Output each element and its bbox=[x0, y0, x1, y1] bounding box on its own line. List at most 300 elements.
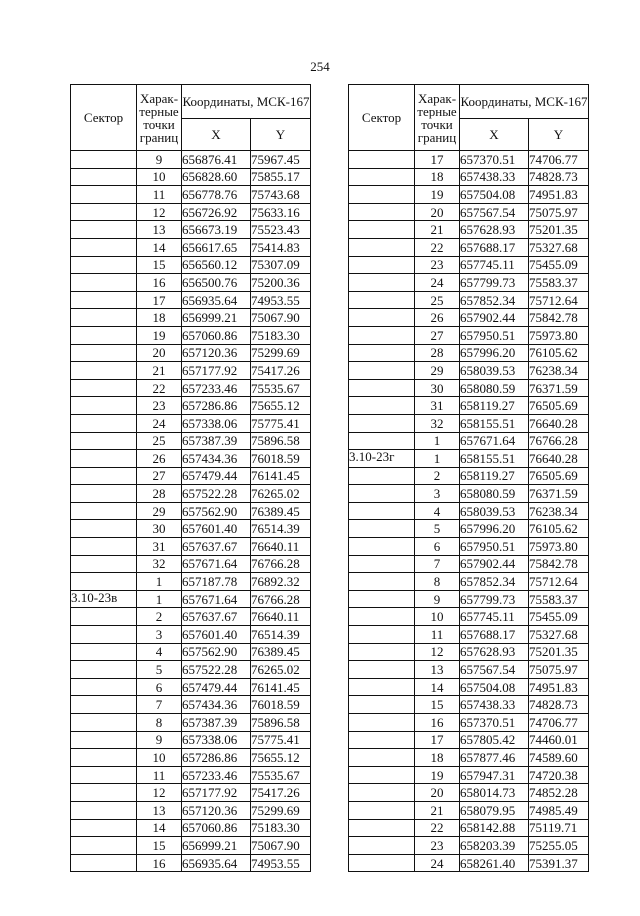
y-cell: 76105.62 bbox=[529, 520, 589, 538]
y-cell: 76371.59 bbox=[529, 379, 589, 397]
x-cell: 657120.36 bbox=[182, 344, 251, 362]
point-cell: 8 bbox=[137, 714, 182, 732]
point-cell: 5 bbox=[415, 520, 460, 538]
x-header: X bbox=[460, 119, 529, 151]
point-cell: 14 bbox=[137, 238, 182, 256]
y-cell: 76640.28 bbox=[529, 450, 589, 468]
x-cell: 657852.34 bbox=[460, 573, 529, 591]
x-cell: 657996.20 bbox=[460, 344, 529, 362]
table-row bbox=[349, 520, 589, 538]
table-row bbox=[349, 186, 589, 204]
x-cell: 657671.64 bbox=[182, 590, 251, 608]
point-cell: 21 bbox=[415, 221, 460, 239]
x-cell: 656560.12 bbox=[182, 256, 251, 274]
y-cell: 76389.45 bbox=[251, 502, 311, 520]
table-row bbox=[71, 379, 311, 397]
point-cell: 32 bbox=[415, 414, 460, 432]
table-row bbox=[349, 731, 589, 749]
x-cell: 657601.40 bbox=[182, 626, 251, 644]
point-cell: 14 bbox=[415, 678, 460, 696]
table-row bbox=[349, 573, 589, 591]
sector-cell: 3.10-23г bbox=[349, 450, 415, 468]
table-row bbox=[71, 784, 311, 802]
sector-cell bbox=[349, 661, 415, 679]
sector-cell bbox=[71, 450, 137, 468]
x-cell: 657628.93 bbox=[460, 643, 529, 661]
table-row bbox=[349, 590, 589, 608]
point-cell: 13 bbox=[137, 221, 182, 239]
y-cell: 74706.77 bbox=[529, 151, 589, 169]
y-cell: 74852.28 bbox=[529, 784, 589, 802]
table-row bbox=[349, 467, 589, 485]
point-cell: 11 bbox=[137, 766, 182, 784]
x-cell: 656500.76 bbox=[182, 274, 251, 292]
sector-cell bbox=[71, 467, 137, 485]
y-cell: 76640.28 bbox=[529, 414, 589, 432]
point-cell: 19 bbox=[415, 186, 460, 204]
point-cell: 2 bbox=[415, 467, 460, 485]
y-cell: 75967.45 bbox=[251, 151, 311, 169]
point-cell: 26 bbox=[415, 309, 460, 327]
sector-cell bbox=[71, 714, 137, 732]
y-cell: 76892.32 bbox=[251, 573, 311, 591]
sector-cell bbox=[349, 555, 415, 573]
x-cell: 657438.33 bbox=[460, 168, 529, 186]
x-cell: 657745.11 bbox=[460, 256, 529, 274]
sector-cell bbox=[71, 485, 137, 503]
point-cell: 1 bbox=[137, 573, 182, 591]
point-cell: 11 bbox=[137, 186, 182, 204]
sector-cell bbox=[71, 766, 137, 784]
y-cell: 75299.69 bbox=[251, 801, 311, 819]
x-cell: 657434.36 bbox=[182, 450, 251, 468]
x-cell: 657671.64 bbox=[182, 555, 251, 573]
table-row bbox=[71, 414, 311, 432]
x-cell: 657479.44 bbox=[182, 467, 251, 485]
table-row bbox=[71, 274, 311, 292]
coords-header: Координаты, МСК-167 bbox=[460, 85, 589, 119]
point-cell: 10 bbox=[137, 749, 182, 767]
sector-cell bbox=[349, 678, 415, 696]
x-cell: 658119.27 bbox=[460, 467, 529, 485]
table-row bbox=[349, 608, 589, 626]
y-cell: 76505.69 bbox=[529, 467, 589, 485]
sector-cell bbox=[71, 643, 137, 661]
table-row bbox=[349, 379, 589, 397]
y-cell: 75327.68 bbox=[529, 626, 589, 644]
y-cell: 75455.09 bbox=[529, 608, 589, 626]
point-cell: 16 bbox=[137, 274, 182, 292]
table-row bbox=[71, 203, 311, 221]
x-cell: 656828.60 bbox=[182, 168, 251, 186]
sector-cell bbox=[349, 432, 415, 450]
x-cell: 657688.17 bbox=[460, 238, 529, 256]
sector-cell bbox=[71, 309, 137, 327]
y-cell: 74706.77 bbox=[529, 714, 589, 732]
table-row bbox=[71, 502, 311, 520]
sector-cell bbox=[349, 731, 415, 749]
x-cell: 657177.92 bbox=[182, 362, 251, 380]
point-cell: 7 bbox=[415, 555, 460, 573]
point-cell: 18 bbox=[137, 309, 182, 327]
table-row bbox=[71, 221, 311, 239]
point-cell: 13 bbox=[137, 801, 182, 819]
sector-cell bbox=[349, 696, 415, 714]
y-cell: 75842.78 bbox=[529, 309, 589, 327]
sector-cell bbox=[71, 151, 137, 169]
sector-cell bbox=[349, 520, 415, 538]
y-cell: 75583.37 bbox=[529, 590, 589, 608]
table-row bbox=[349, 344, 589, 362]
y-cell: 75201.35 bbox=[529, 643, 589, 661]
point-cell: 10 bbox=[137, 168, 182, 186]
y-cell: 76640.11 bbox=[251, 538, 311, 556]
point-cell: 17 bbox=[415, 731, 460, 749]
y-cell: 75201.35 bbox=[529, 221, 589, 239]
x-cell: 657338.06 bbox=[182, 414, 251, 432]
y-cell: 75712.64 bbox=[529, 291, 589, 309]
sector-cell bbox=[349, 291, 415, 309]
table-row bbox=[71, 362, 311, 380]
y-cell: 75255.05 bbox=[529, 837, 589, 855]
x-cell: 657060.86 bbox=[182, 326, 251, 344]
x-cell: 657671.64 bbox=[460, 432, 529, 450]
x-cell: 657504.08 bbox=[460, 186, 529, 204]
table-row bbox=[71, 151, 311, 169]
y-cell: 74951.83 bbox=[529, 678, 589, 696]
point-cell: 22 bbox=[415, 238, 460, 256]
y-cell: 75067.90 bbox=[251, 837, 311, 855]
point-cell: 10 bbox=[415, 608, 460, 626]
sector-cell bbox=[349, 590, 415, 608]
point-cell: 11 bbox=[415, 626, 460, 644]
table-row bbox=[71, 590, 311, 608]
x-cell: 657187.78 bbox=[182, 573, 251, 591]
sector-cell bbox=[349, 485, 415, 503]
sector-cell bbox=[71, 502, 137, 520]
table-row bbox=[349, 168, 589, 186]
point-cell: 19 bbox=[137, 326, 182, 344]
point-cell: 9 bbox=[415, 590, 460, 608]
sector-cell bbox=[71, 555, 137, 573]
point-cell: 2 bbox=[137, 608, 182, 626]
sector-cell bbox=[349, 309, 415, 327]
point-cell: 17 bbox=[137, 291, 182, 309]
point-cell: 20 bbox=[137, 344, 182, 362]
x-cell: 657434.36 bbox=[182, 696, 251, 714]
y-cell: 75299.69 bbox=[251, 344, 311, 362]
point-cell: 16 bbox=[137, 854, 182, 872]
y-cell: 76514.39 bbox=[251, 520, 311, 538]
y-cell: 75075.97 bbox=[529, 661, 589, 679]
y-cell: 75183.30 bbox=[251, 326, 311, 344]
sector-cell bbox=[349, 362, 415, 380]
table-row bbox=[349, 714, 589, 732]
sector-cell bbox=[71, 203, 137, 221]
x-cell: 656876.41 bbox=[182, 151, 251, 169]
sector-cell bbox=[71, 362, 137, 380]
table-row bbox=[71, 186, 311, 204]
sector-cell bbox=[71, 414, 137, 432]
sector-cell bbox=[349, 467, 415, 485]
sector-cell bbox=[349, 538, 415, 556]
x-cell: 657438.33 bbox=[460, 696, 529, 714]
sector-cell bbox=[71, 186, 137, 204]
y-cell: 74985.49 bbox=[529, 801, 589, 819]
table-row bbox=[349, 203, 589, 221]
x-cell: 657745.11 bbox=[460, 608, 529, 626]
x-cell: 658261.40 bbox=[460, 854, 529, 872]
y-cell: 76389.45 bbox=[251, 643, 311, 661]
point-cell: 25 bbox=[415, 291, 460, 309]
table-row bbox=[349, 326, 589, 344]
point-cell: 23 bbox=[415, 837, 460, 855]
point-cell: 29 bbox=[415, 362, 460, 380]
sector-cell bbox=[71, 538, 137, 556]
point-cell: 24 bbox=[415, 854, 460, 872]
point-cell: 24 bbox=[137, 414, 182, 432]
sector-cell bbox=[71, 819, 137, 837]
x-cell: 656673.19 bbox=[182, 221, 251, 239]
table-row bbox=[71, 450, 311, 468]
point-cell: 4 bbox=[137, 643, 182, 661]
y-cell: 75417.26 bbox=[251, 784, 311, 802]
x-cell: 657950.51 bbox=[460, 326, 529, 344]
table-row bbox=[349, 819, 589, 837]
x-cell: 657637.67 bbox=[182, 608, 251, 626]
x-cell: 656726.92 bbox=[182, 203, 251, 221]
y-cell: 76766.28 bbox=[529, 432, 589, 450]
point-cell: 9 bbox=[137, 731, 182, 749]
sector-cell bbox=[71, 520, 137, 538]
table-row bbox=[71, 432, 311, 450]
y-header: Y bbox=[529, 119, 589, 151]
table-row bbox=[71, 397, 311, 415]
table-row bbox=[71, 819, 311, 837]
table-row bbox=[349, 661, 589, 679]
x-cell: 657852.34 bbox=[460, 291, 529, 309]
table-row bbox=[71, 661, 311, 679]
x-cell: 657177.92 bbox=[182, 784, 251, 802]
x-cell: 656999.21 bbox=[182, 309, 251, 327]
sector-cell bbox=[349, 714, 415, 732]
table-row bbox=[349, 309, 589, 327]
sector-cell bbox=[71, 379, 137, 397]
y-cell: 75775.41 bbox=[251, 731, 311, 749]
sector-cell bbox=[349, 819, 415, 837]
table-row bbox=[71, 538, 311, 556]
y-cell: 75455.09 bbox=[529, 256, 589, 274]
point-cell: 29 bbox=[137, 502, 182, 520]
x-cell: 657877.46 bbox=[460, 749, 529, 767]
coordinates-table-right bbox=[348, 84, 589, 872]
point-cell: 20 bbox=[415, 784, 460, 802]
y-cell: 74953.55 bbox=[251, 291, 311, 309]
y-cell: 75535.67 bbox=[251, 379, 311, 397]
point-cell: 14 bbox=[137, 819, 182, 837]
x-cell: 658039.53 bbox=[460, 362, 529, 380]
sector-cell bbox=[349, 238, 415, 256]
sector-cell bbox=[71, 696, 137, 714]
point-cell: 19 bbox=[415, 766, 460, 784]
sector-cell bbox=[71, 344, 137, 362]
y-cell: 75712.64 bbox=[529, 573, 589, 591]
x-cell: 657286.86 bbox=[182, 749, 251, 767]
table-row bbox=[71, 678, 311, 696]
table-row bbox=[71, 238, 311, 256]
point-cell: 7 bbox=[137, 696, 182, 714]
sector-cell bbox=[349, 801, 415, 819]
point-cell: 4 bbox=[415, 502, 460, 520]
sector-cell bbox=[349, 168, 415, 186]
x-cell: 657504.08 bbox=[460, 678, 529, 696]
table-row bbox=[71, 766, 311, 784]
table-row bbox=[349, 766, 589, 784]
y-cell: 75896.58 bbox=[251, 432, 311, 450]
y-cell: 76640.11 bbox=[251, 608, 311, 626]
y-header: Y bbox=[251, 119, 311, 151]
y-cell: 75775.41 bbox=[251, 414, 311, 432]
table-row bbox=[71, 714, 311, 732]
y-cell: 75842.78 bbox=[529, 555, 589, 573]
sector-cell bbox=[71, 256, 137, 274]
x-cell: 657370.51 bbox=[460, 151, 529, 169]
point-cell: 12 bbox=[415, 643, 460, 661]
sector-cell bbox=[71, 837, 137, 855]
table-row bbox=[349, 801, 589, 819]
x-cell: 657805.42 bbox=[460, 731, 529, 749]
point-cell: 21 bbox=[415, 801, 460, 819]
y-cell: 74828.73 bbox=[529, 168, 589, 186]
point-cell: 8 bbox=[415, 573, 460, 591]
y-cell: 75633.16 bbox=[251, 203, 311, 221]
table-row bbox=[349, 221, 589, 239]
table-row bbox=[349, 854, 589, 872]
sector-cell: 3.10-23в bbox=[71, 590, 137, 608]
table-row bbox=[349, 555, 589, 573]
y-cell: 75896.58 bbox=[251, 714, 311, 732]
sector-cell bbox=[349, 414, 415, 432]
table-row bbox=[349, 274, 589, 292]
y-cell: 75655.12 bbox=[251, 397, 311, 415]
x-cell: 657286.86 bbox=[182, 397, 251, 415]
sector-cell bbox=[71, 784, 137, 802]
table-row bbox=[349, 837, 589, 855]
point-cell: 30 bbox=[137, 520, 182, 538]
x-cell: 656935.64 bbox=[182, 291, 251, 309]
point-cell: 20 bbox=[415, 203, 460, 221]
x-cell: 657562.90 bbox=[182, 643, 251, 661]
x-cell: 657233.46 bbox=[182, 379, 251, 397]
x-cell: 657370.51 bbox=[460, 714, 529, 732]
x-cell: 657522.28 bbox=[182, 661, 251, 679]
y-cell: 76238.34 bbox=[529, 502, 589, 520]
x-cell: 658014.73 bbox=[460, 784, 529, 802]
table-row bbox=[349, 397, 589, 415]
table-row bbox=[349, 678, 589, 696]
table-row bbox=[71, 573, 311, 591]
table-row bbox=[71, 608, 311, 626]
sector-cell bbox=[349, 573, 415, 591]
x-cell: 657799.73 bbox=[460, 590, 529, 608]
x-cell: 657522.28 bbox=[182, 485, 251, 503]
sector-cell bbox=[71, 608, 137, 626]
point-cell: 18 bbox=[415, 168, 460, 186]
y-cell: 74460.01 bbox=[529, 731, 589, 749]
y-cell: 75391.37 bbox=[529, 854, 589, 872]
x-cell: 657120.36 bbox=[182, 801, 251, 819]
table-row bbox=[71, 467, 311, 485]
sector-cell bbox=[71, 749, 137, 767]
x-cell: 656999.21 bbox=[182, 837, 251, 855]
sector-cell bbox=[349, 397, 415, 415]
y-cell: 74828.73 bbox=[529, 696, 589, 714]
sector-cell bbox=[71, 731, 137, 749]
table-row bbox=[349, 749, 589, 767]
table-row bbox=[71, 696, 311, 714]
y-cell: 76371.59 bbox=[529, 485, 589, 503]
table-row bbox=[71, 256, 311, 274]
point-cell: 17 bbox=[415, 151, 460, 169]
y-cell: 76141.45 bbox=[251, 467, 311, 485]
table-row bbox=[71, 485, 311, 503]
table-row bbox=[349, 291, 589, 309]
x-cell: 657562.90 bbox=[182, 502, 251, 520]
table-row bbox=[349, 432, 589, 450]
point-cell: 22 bbox=[415, 819, 460, 837]
y-cell: 76018.59 bbox=[251, 450, 311, 468]
x-cell: 658119.27 bbox=[460, 397, 529, 415]
y-cell: 75067.90 bbox=[251, 309, 311, 327]
x-cell: 657902.44 bbox=[460, 555, 529, 573]
sector-cell bbox=[71, 291, 137, 309]
y-cell: 76766.28 bbox=[251, 555, 311, 573]
sector-cell bbox=[349, 344, 415, 362]
sector-cell bbox=[71, 661, 137, 679]
coordinates-table-left bbox=[70, 84, 311, 872]
x-cell: 657479.44 bbox=[182, 678, 251, 696]
x-cell: 658080.59 bbox=[460, 485, 529, 503]
x-cell: 657902.44 bbox=[460, 309, 529, 327]
x-cell: 657688.17 bbox=[460, 626, 529, 644]
x-cell: 657628.93 bbox=[460, 221, 529, 239]
table-row bbox=[349, 485, 589, 503]
point-cell: 1 bbox=[137, 590, 182, 608]
point-cell: 12 bbox=[137, 784, 182, 802]
point-cell: 1 bbox=[415, 432, 460, 450]
sector-cell bbox=[71, 238, 137, 256]
x-cell: 658080.59 bbox=[460, 379, 529, 397]
sector-cell bbox=[71, 801, 137, 819]
point-cell: 22 bbox=[137, 379, 182, 397]
table-row bbox=[349, 626, 589, 644]
x-cell: 657996.20 bbox=[460, 520, 529, 538]
table-row bbox=[349, 643, 589, 661]
sector-cell bbox=[349, 854, 415, 872]
sector-cell bbox=[71, 326, 137, 344]
page-number: 254 bbox=[310, 59, 330, 74]
x-cell: 657947.31 bbox=[460, 766, 529, 784]
x-cell: 657567.54 bbox=[460, 661, 529, 679]
sector-cell bbox=[349, 326, 415, 344]
x-header: X bbox=[182, 119, 251, 151]
table-row bbox=[349, 502, 589, 520]
x-cell: 657233.46 bbox=[182, 766, 251, 784]
table-row bbox=[71, 309, 311, 327]
point-cell: 27 bbox=[137, 467, 182, 485]
point-cell: 26 bbox=[137, 450, 182, 468]
table-row bbox=[349, 696, 589, 714]
